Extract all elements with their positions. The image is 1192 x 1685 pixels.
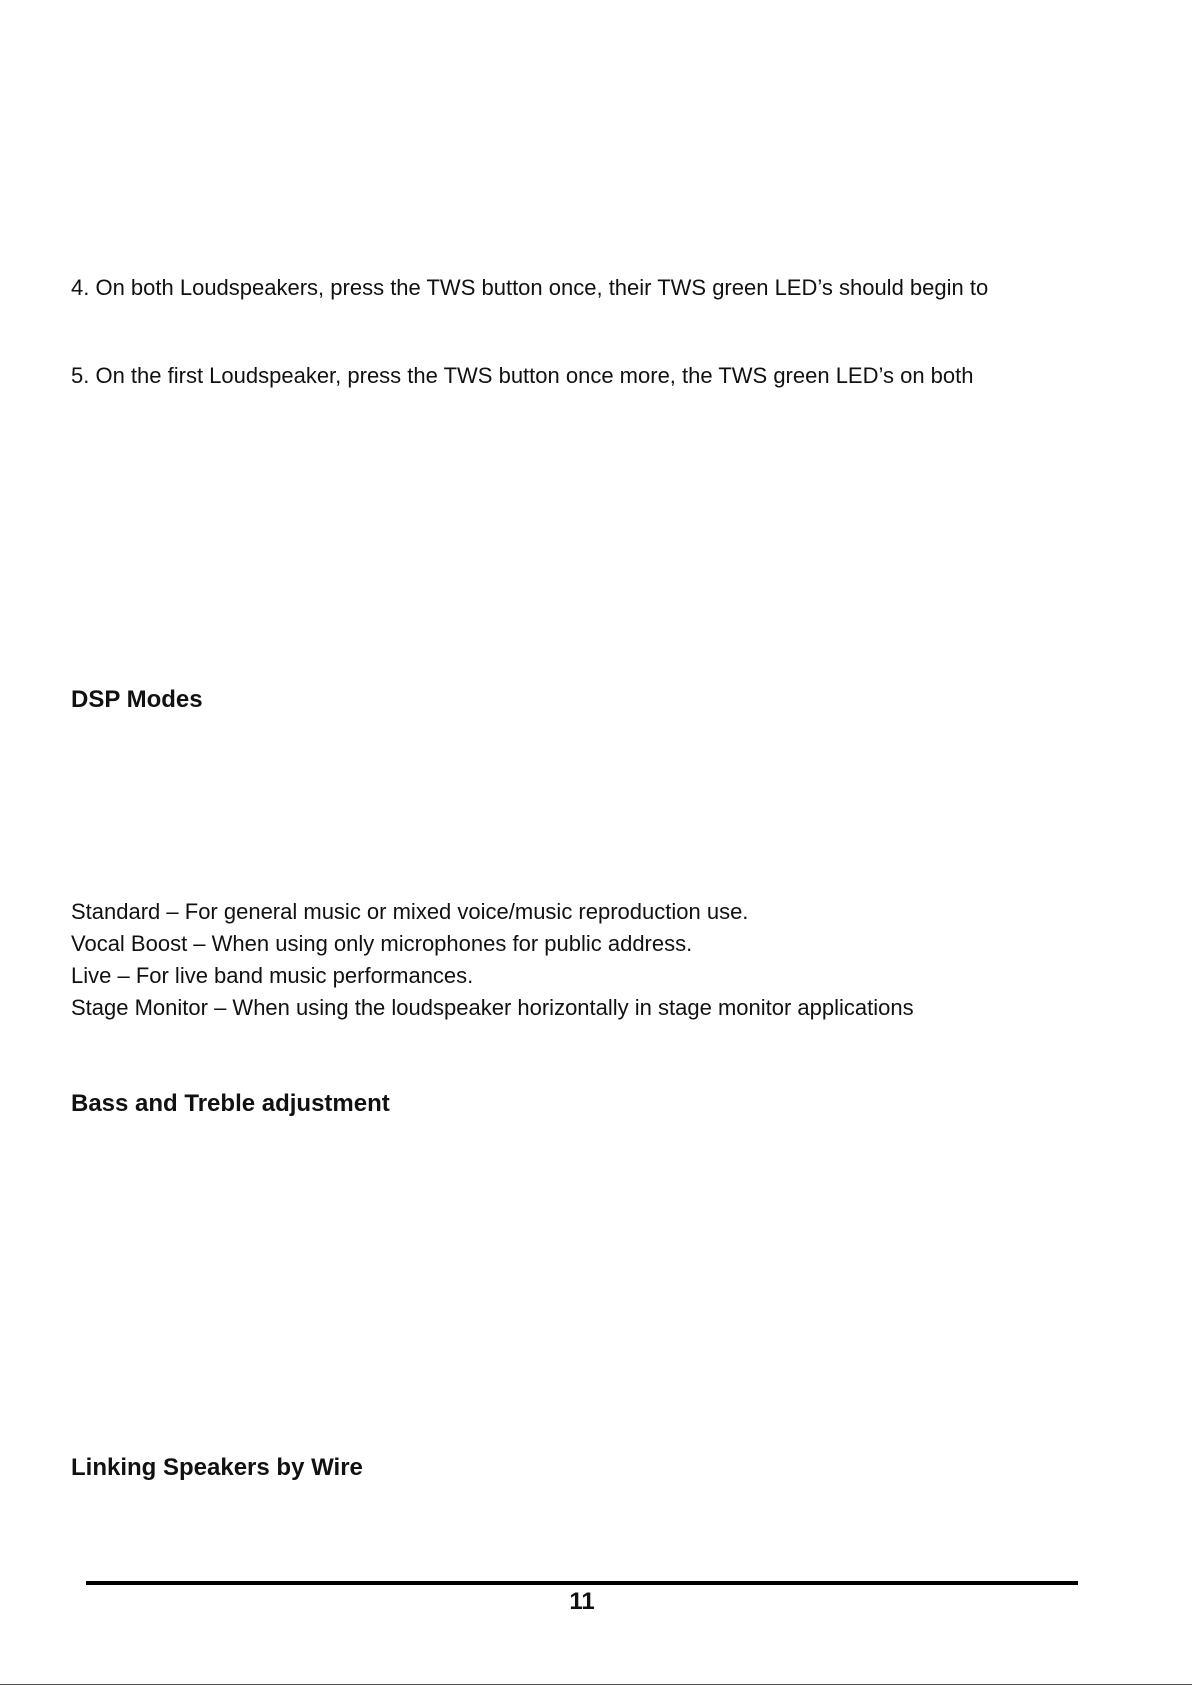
- dsp-mode-standard: Standard – For general music or mixed voice/music reproduction use.: [71, 899, 749, 924]
- dsp-modes-heading: DSP Modes: [71, 686, 203, 713]
- bass-treble-heading: Bass and Treble adjustment: [71, 1090, 390, 1117]
- page-number: 11: [569, 1588, 595, 1615]
- linking-speakers-heading: Linking Speakers by Wire: [71, 1454, 363, 1481]
- footer-rule: [86, 1581, 1078, 1585]
- step-5-text: 5. On the first Loudspeaker, press the TWS button once more, the TWS green LED’s on both: [71, 363, 974, 388]
- dsp-mode-stage-monitor: Stage Monitor – When using the loudspeaker horizontally in stage monitor applications: [71, 995, 914, 1020]
- dsp-mode-live: Live – For live band music performances.: [71, 963, 474, 988]
- step-4-text: 4. On both Loudspeakers, press the TWS button once, their TWS green LED’s should begin to: [71, 275, 989, 300]
- dsp-mode-vocal-boost: Vocal Boost – When using only microphones for public address.: [71, 931, 693, 956]
